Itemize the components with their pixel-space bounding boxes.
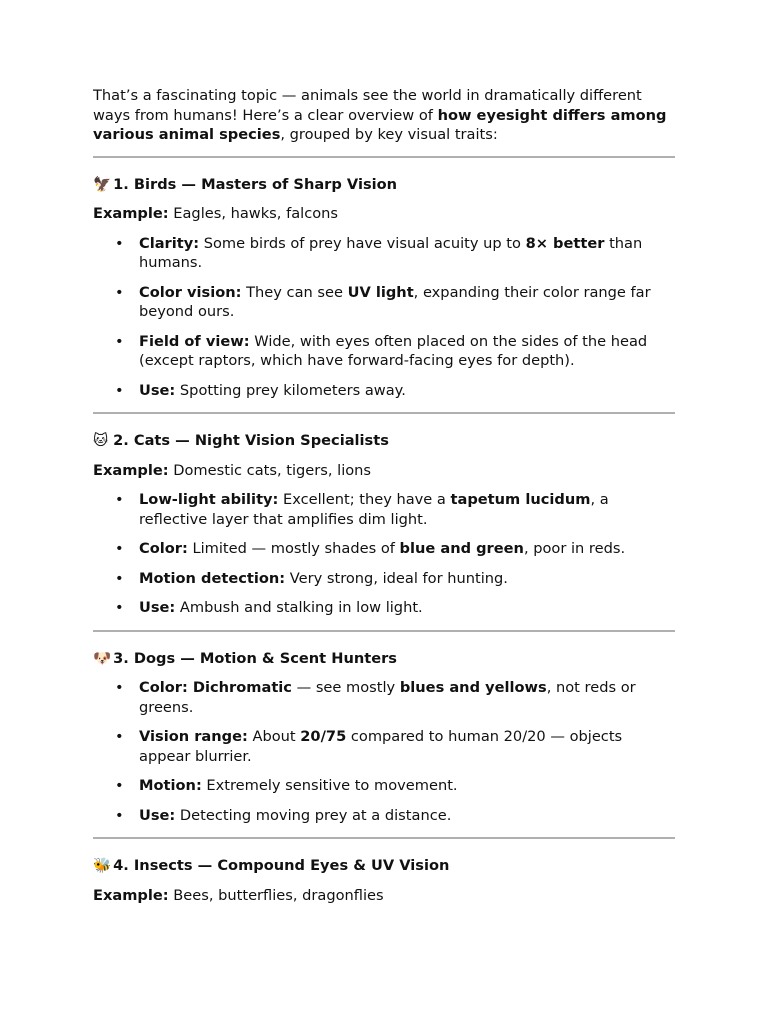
item-text: Ambush and stalking in low light. [175,599,423,616]
section-title: 4. Insects — Compound Eyes & UV Vision [113,857,450,874]
section-title: 1. Birds — Masters of Sharp Vision [113,175,398,193]
list-item [139,539,675,559]
item-text: Detecting moving prey at a distance. [175,806,452,824]
item-text: — see mostly [291,679,400,696]
section-birds [93,158,675,413]
list-item [139,806,675,826]
insect-icon: 🐝 [93,857,112,874]
item-bold-text: UV light [347,283,414,301]
example-label: Example: [93,886,169,904]
item-label: Use: [139,381,176,399]
section-title: 3. Dogs — Motion & Scent Hunters [113,649,397,667]
item-text: Excellent; they have a [278,491,451,508]
item-bold-text: 20/75 [300,728,347,745]
list-item [139,283,675,322]
example-line [93,886,675,906]
item-label: Vision range: [139,728,248,745]
item-text: Wide, with eyes often placed on the sides of the head (except raptors, which have forward-facing eyes for depth). [139,332,648,369]
item-label: Clarity: [139,234,200,252]
item-label: Use: [139,806,176,824]
item-text: than humans. [139,234,643,271]
item-text: Extremely sensitive to movement. [201,777,458,794]
list-item [139,381,675,401]
intro-text: That’s a fascinating topic — animals see the world in dramatically different ways from humans! Here’s a clear overview of [93,87,642,124]
list-item [139,234,675,273]
example-line [93,204,675,224]
section-heading [93,856,675,876]
item-text: , not reds or greens. [139,679,636,716]
item-text: , a reflective layer that amplifies dim light. [139,491,609,528]
item-text: Very strong, ideal for hunting. [285,569,508,587]
trait-list [93,234,675,401]
list-item [139,569,675,589]
item-label: Color vision: [139,283,242,301]
example-text: Eagles, hawks, falcons [168,205,339,222]
trait-list [93,678,675,825]
example-label: Example: [93,461,169,479]
trait-list [93,490,675,618]
example-text: Bees, butterflies, dragonflies [168,886,384,904]
bird-icon: 🦅 [93,175,112,193]
item-label: Motion detection: [139,569,286,587]
example-text: Domestic cats, tigers, lions [168,461,372,479]
item-bold-text: tapetum lucidum [450,491,591,508]
item-text: They can see [241,283,348,301]
section-heading [93,175,675,195]
item-bold-text: 8× better [525,234,605,252]
item-label: Color: Dichromatic [139,679,292,696]
list-item [139,678,675,717]
list-item [139,332,675,371]
item-text: compared to human 20/20 — objects appear blurrier. [139,728,623,765]
item-label: Use: [139,599,176,616]
item-bold-text: blue and green [399,540,524,557]
item-label: Field of view: [139,332,250,350]
item-label: Color: [139,540,188,557]
cat-icon: 🐱 [93,432,109,449]
section-heading [93,649,675,669]
dog-icon: 🐶 [93,649,112,667]
item-bold-text: blues and yellows [399,679,547,696]
example-line [93,461,675,481]
item-text: Some birds of prey have visual acuity up to [199,234,526,252]
section-title: 2. Cats — Night Vision Specialists [113,432,389,449]
item-label: Motion: [139,777,202,794]
list-item [139,776,675,796]
list-item [139,598,675,618]
item-text: About [247,728,301,745]
section-insects [93,839,675,905]
intro-bold-text: how eyesight differs among various animal species [93,106,667,143]
item-text: , expanding their color range far beyond ours. [139,283,651,320]
section-dogs [93,632,675,838]
section-heading [93,431,675,451]
list-item [139,727,675,766]
document [93,86,675,915]
intro-paragraph [93,86,675,145]
item-text: Limited — mostly shades of [187,540,400,557]
example-label: Example: [93,205,169,222]
section-cats [93,414,675,630]
item-text: , poor in reds. [523,540,626,557]
item-label: Low-light ability: [139,491,279,508]
intro-text-end: , grouped by key visual traits: [280,126,498,143]
list-item [139,490,675,529]
item-text: Spotting prey kilometers away. [175,381,406,399]
